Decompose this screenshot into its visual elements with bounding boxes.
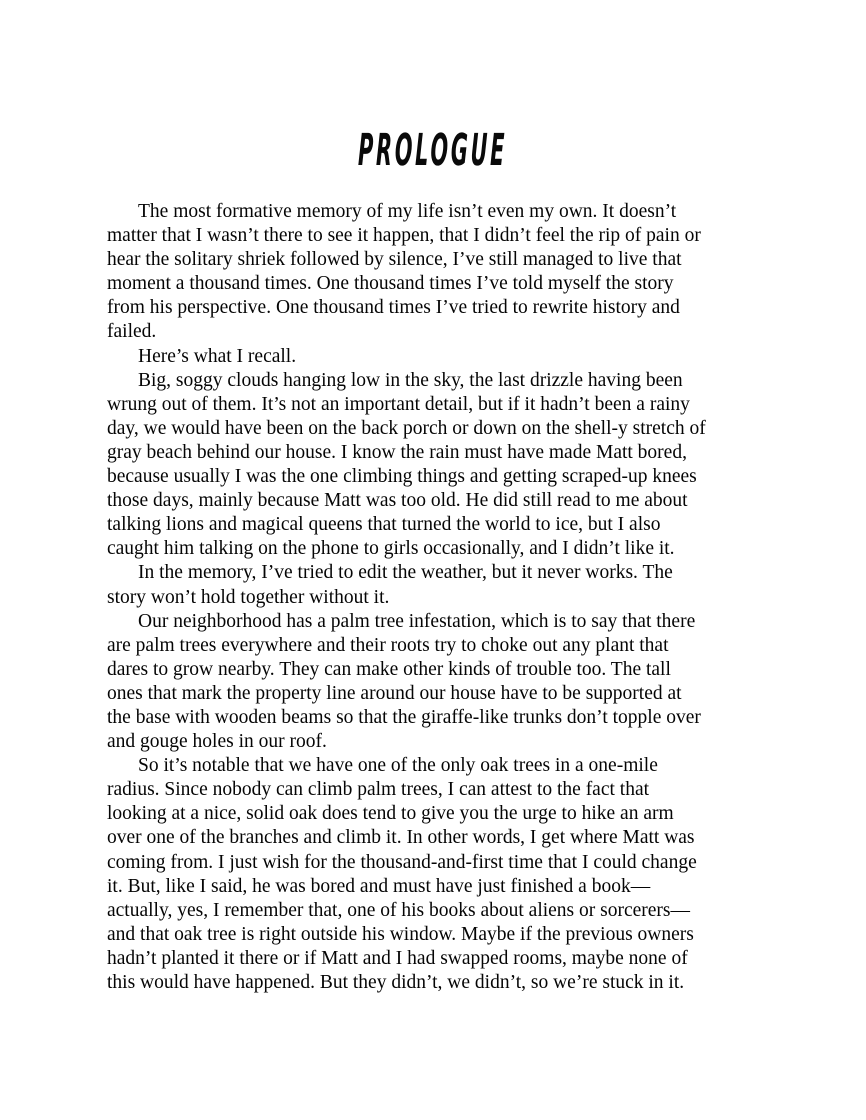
text-line: talking lions and magical queens that turned the world to ice, but I also	[107, 514, 661, 536]
text-line: and gouge holes in our roof.	[107, 731, 327, 753]
text-line: coming from. I just wish for the thousand-and-first time that I could change	[107, 851, 697, 873]
text-line: In the memory, I’ve tried to edit the weather, but it never works. The	[138, 562, 673, 584]
text-line: Here’s what I recall.	[138, 345, 297, 367]
text-line: The most formative memory of my life isn’t even my own. It doesn’t	[138, 201, 677, 222]
text-line: dares to grow nearby. They can make other kinds of trouble too. The tall	[107, 658, 671, 680]
text-line: hadn’t planted it there or if Matt and I had swapped rooms, maybe none of	[107, 947, 688, 969]
text-line: the base with wooden beams so that the giraffe-like trunks don’t topple over	[107, 706, 701, 728]
text-line: are palm trees everywhere and their roots try to choke out any plant that	[107, 634, 669, 656]
text-line: Our neighborhood has a palm tree infestation, which is to say that there	[138, 610, 696, 632]
text-line: failed.	[107, 321, 157, 343]
text-line: story won’t hold together without it.	[107, 586, 390, 608]
text-line: radius. Since nobody can climb palm trees, I can attest to the fact that	[107, 779, 650, 801]
paragraph	[107, 754, 767, 995]
text-line: So it’s notable that we have one of the only oak trees in a one-mile	[138, 755, 658, 777]
page-body	[107, 200, 767, 995]
text-line: gray beach behind our house. I know the rain must have made Matt bored,	[107, 441, 687, 463]
text-line: ones that mark the property line around our house have to be supported at	[107, 682, 682, 704]
paragraph	[107, 610, 767, 755]
chapter-heading	[0, 124, 866, 176]
text-line: moment a thousand times. One thousand times I’ve told myself the story	[107, 273, 674, 295]
text-line: those days, mainly because Matt was too old. He did still read to me about	[107, 490, 688, 512]
paragraph	[107, 345, 767, 369]
paragraph	[107, 369, 767, 562]
paragraph	[107, 200, 767, 345]
text-line: it. But, like I said, he was bored and must have just finished a book—	[107, 875, 651, 897]
text-line: actually, yes, I remember that, one of his books about aliens or sorcerers—	[107, 899, 691, 921]
text-line: matter that I wasn’t there to see it happen, that I didn’t feel the rip of pain or	[107, 225, 701, 247]
text-line: caught him talking on the phone to girls occasionally, and I didn’t like it.	[107, 538, 675, 560]
text-line: and that oak tree is right outside his window. Maybe if the previous owners	[107, 923, 694, 945]
text-line: looking at a nice, solid oak does tend to give you the urge to hike an arm	[107, 803, 674, 825]
chapter-heading-text: PROLOGUE	[358, 124, 508, 176]
text-line: hear the solitary shriek followed by silence, I’ve still managed to live that	[107, 249, 682, 271]
text-line: day, we would have been on the back porch or down on the shell-y stretch of	[107, 417, 706, 439]
text-line: because usually I was the one climbing things and getting scraped-up knees	[107, 466, 697, 488]
text-line: wrung out of them. It’s not an important detail, but if it hadn’t been a rainy	[107, 393, 690, 415]
text-line: this would have happened. But they didn’t, we didn’t, so we’re stuck in it.	[107, 972, 685, 993]
paragraph	[107, 561, 767, 609]
text-line: Big, soggy clouds hanging low in the sky, the last drizzle having been	[138, 369, 683, 391]
text-line: from his perspective. One thousand times I’ve tried to rewrite history and	[107, 297, 680, 319]
text-line: over one of the branches and climb it. In other words, I get where Matt was	[107, 827, 695, 849]
